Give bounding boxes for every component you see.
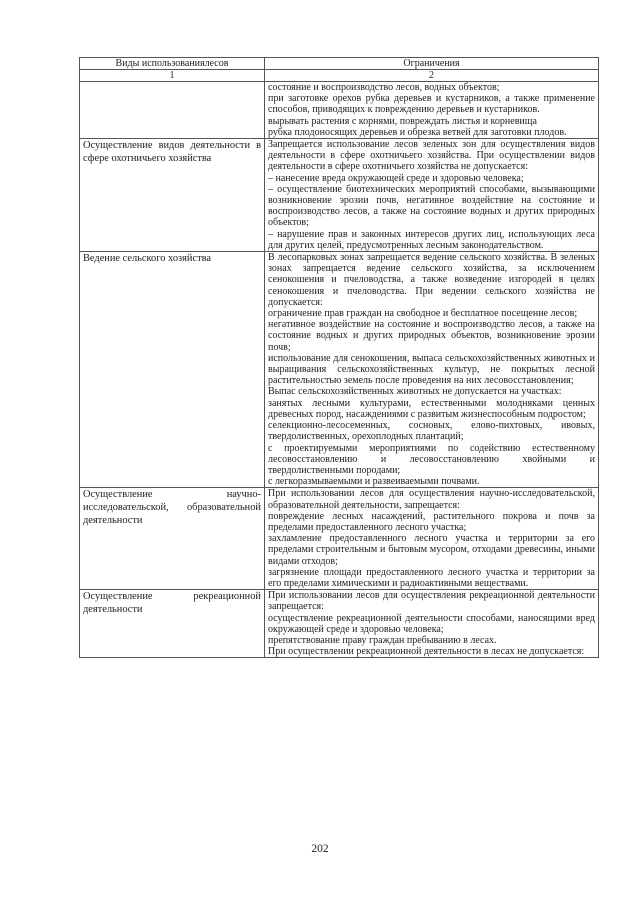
restrictions-cell (265, 252, 599, 488)
column-number-2: 2 (265, 70, 599, 82)
forest-use-cell: Ведение сельского хозяйства (80, 252, 265, 488)
table-row (80, 252, 599, 488)
restriction-text: с проектируемыми мероприятиями по содействию естественному лесовосстановлению и лесовосстановлению хвойными и твердолиственными породами; (268, 442, 595, 476)
restriction-text: препятствование праву граждан пребыванию в лесах. (268, 634, 497, 646)
restriction-text: – нарушение прав и законных интересов других лиц, использующих леса для других целей, предусмотренных лесным законодательством. (268, 228, 595, 251)
restriction-text: при заготовке орехов рубка деревьев и кустарников, а также применение способов, приводящих к повреждению деревьев и кустарников. (268, 93, 595, 116)
restriction-text: При осуществлении рекреационной деятельности в лесах не допускается: (268, 646, 585, 658)
restriction-text: негативное воздействие на состояние и воспроизводство лесов, а также на состояние водных и других природных объектов, возникновение эрозии почв; (268, 319, 595, 353)
restriction-text: При использовании лесов для осуществления научно-исследовательской, образовательной деятельности, запрещается: (268, 488, 595, 511)
restrictions-cell (265, 590, 599, 658)
restriction-text: В лесопарковых зонах запрещается ведение сельского хозяйства. В зеленых зонах запрещается ведение сельского хозяйства, за исключением сенокошения и пчеловодства, а также возведение изгородей в целях сенокошения и пчеловодства. При ведении сельского хозяйства не допускается: (268, 252, 595, 308)
page-number: 202 (311, 843, 329, 855)
restriction-text: загрязнение площади предоставленного лесного участка и территории за его пределами химическими и радиоактивными веществами. (268, 566, 595, 589)
column-number-row (80, 70, 599, 82)
restriction-text: захламление предоставленного лесного участка и территории за его пределами строительным и бытовым мусором, отходами древесины, иными видами отходов; (268, 533, 595, 567)
header-restrictions: Ограничения (265, 58, 599, 70)
restrictions-table (79, 57, 599, 658)
restriction-text: селекционно-лесосеменных, сосновых, елово-пихтовых, ивовых, твердолиственных, орехоплодных плантаций; (268, 420, 595, 443)
restriction-text: Запрещается использование лесов зеленых зон для осуществления видов деятельности в сфере охотничьего хозяйства. При осуществлении видов деятельности в сфере охотничьего хозяйства не допускается: (268, 139, 595, 173)
restriction-text: вырывать растения с корнями, повреждать листья и корневища (268, 115, 537, 127)
restriction-text: использование для сенокошения, выпаса сельскохозяйственных животных и выращивания сельскохозяйственных культур, не покрытых лесной растительностью земель после проведения на них лесовосстановления; (268, 352, 595, 387)
restrictions-cell (265, 82, 599, 139)
forest-use-cell: Осуществление научно-исследовательской, образовательной деятельности (80, 488, 265, 590)
table-row (80, 82, 599, 139)
restriction-text: осуществление рекреационной деятельности способами, наносящими вред окружающей среде и здоровью человека; (268, 612, 595, 635)
table-header-row (80, 58, 599, 70)
forest-use-cell: Осуществление видов деятельности в сфере охотничьего хозяйства (80, 139, 265, 252)
restrictions-cell (265, 488, 599, 590)
restriction-text: При использовании лесов для осуществления рекреационной деятельности запрещается: (268, 590, 595, 613)
column-number-1: 1 (80, 70, 265, 82)
restriction-text: рубка плодоносящих деревьев и обрезка ветвей для заготовки плодов. (268, 126, 567, 138)
restriction-text: – нанесение вреда окружающей среде и здоровью человека; (268, 172, 524, 184)
restrictions-cell (265, 139, 599, 252)
restriction-text: Выпас сельскохозяйственных животных не допускается на участках: (268, 386, 562, 398)
forest-use-cell (80, 82, 265, 139)
restriction-text: повреждение лесных насаждений, растительного покрова и почв за пределами предоставленного лесного участка; (268, 510, 595, 533)
restriction-text: – осуществление биотехнических мероприятий способами, вызывающими возникновение эрозии почв, негативное воздействие на состояние и воспроизводство лесов, а также на состояние водных и других природных объектов; (268, 183, 595, 229)
restriction-text: состояние и воспроизводство лесов, водных объектов; (268, 82, 500, 93)
table-row (80, 488, 599, 590)
table-row (80, 590, 599, 658)
restriction-text: ограничение прав граждан на свободное и бесплатное посещение лесов; (268, 308, 578, 320)
header-forest-use-types: Виды использованиялесов (80, 58, 265, 70)
restriction-text: занятых лесными культурами, естественными молодняками ценных древесных пород, насаждениями с развитым жизнеспособным подростом; (268, 397, 595, 420)
forest-use-cell: Осуществление рекреационной деятельности (80, 590, 265, 658)
restriction-text: с легкоразмываемыми и развеиваемыми почвами. (268, 476, 480, 488)
table-row (80, 139, 599, 252)
